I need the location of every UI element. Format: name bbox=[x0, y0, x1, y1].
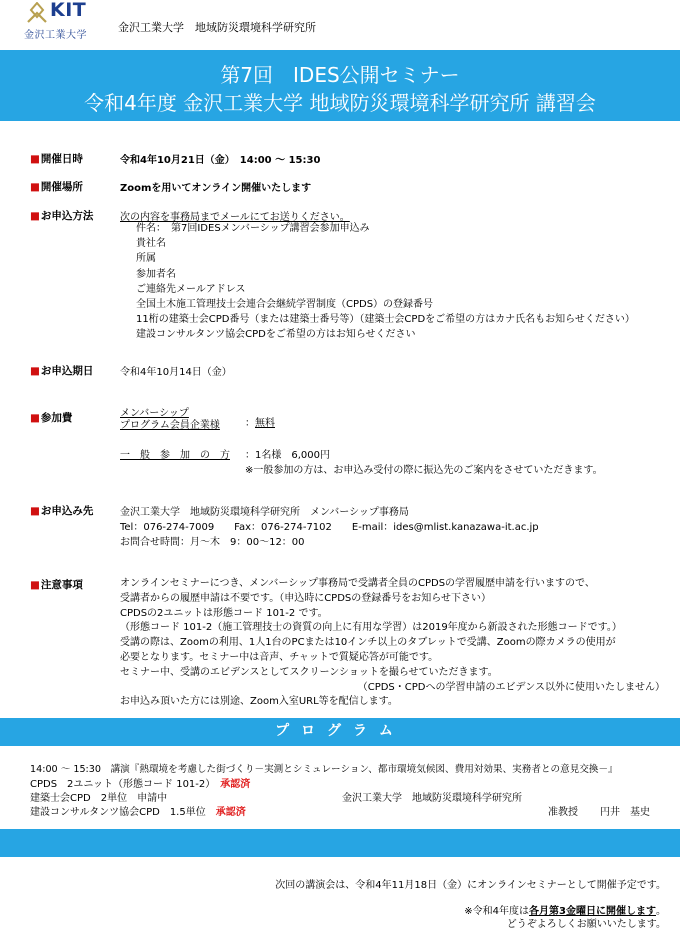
note-line: （CPDS・CPDへの学習申請のエビデンス以外に使用いたしません） bbox=[357, 681, 665, 693]
deadline-value: 令和4年10月14日（金） bbox=[120, 367, 232, 378]
speaker-title: 准教授 bbox=[548, 807, 578, 818]
note-line: お申込み頂いた方には別途、Zoom入室URL等を配信します。 bbox=[120, 696, 398, 708]
seminar-title: 第7回 IDES公開セミナー bbox=[220, 63, 460, 87]
list-item: 所属 bbox=[136, 253, 156, 265]
note-line: CPDSの2ユニットは形態コード 101-2 です。 bbox=[120, 607, 328, 619]
general-label: 一 般 参 加 の 方 bbox=[120, 450, 230, 461]
next-seminar-notice: 次回の講演会は、令和4年11月18日（金）にオンラインセミナーとして開催予定です。 bbox=[275, 880, 666, 891]
list-item: 件名： 第7回IDESメンバーシップ講習会参加申込み bbox=[136, 223, 370, 234]
member-label-line2: プログラム会員企業様 bbox=[120, 420, 220, 431]
list-item: 建設コンサルタンツ協会CPDをご希望の方はお知らせください bbox=[136, 329, 416, 341]
note-line: セミナー中、受講のエビデンスとしてスクリーンショットを撮らせていただきます。 bbox=[120, 666, 498, 678]
logo-text: KIT bbox=[50, 0, 87, 21]
member-label-line1: メンバーシップ bbox=[120, 408, 189, 419]
apply-method-intro: 次の内容を事務局までメールにてお送りください。 bbox=[120, 212, 350, 223]
apply-method-label: ■お申込方法 bbox=[30, 210, 94, 222]
lecture-title: 14:00 ～ 15:30 講演『熱環境を考慮した街づくり－実測とシミュレーション、都市環境気候図、費用対効果、実務者との意見交換－』 bbox=[30, 764, 618, 775]
list-item: 参加者名 bbox=[136, 268, 176, 280]
contact-label: ■お申込み先 bbox=[30, 505, 94, 517]
note-line: （形態コード 101-2（施工管理技士の資質の向上に有用な学習）は2019年度から新設された形態コードです。） bbox=[120, 622, 622, 634]
list-item: ご連絡先メールアドレス bbox=[136, 283, 246, 295]
venue-label: ■開催場所 bbox=[30, 181, 83, 193]
list-item: 全国土木施工管理技士会連合会継続学習制度（CPDS）の登録番号 bbox=[136, 299, 434, 311]
notes-body bbox=[120, 577, 665, 710]
cpds-credit: CPDS 2ユニット（形態コード 101-2） 承認済 bbox=[30, 779, 251, 790]
note-line: オンラインセミナーにつき、メンバーシップ事務局で受講者全員のCPDSの学習履歴申請を行いますので、 bbox=[120, 578, 595, 589]
contact-phone: Tel：076-274-7009 Fax：076-274-7102 E-mail：ides@mlist.kanazawa-it.ac.jp bbox=[120, 522, 539, 533]
arch-credit: 建築士会CPD 2単位 申請中 bbox=[30, 793, 168, 804]
date-label: ■開催日時 bbox=[30, 153, 83, 165]
venue-value: Zoomを用いてオンライン開催いたします bbox=[120, 183, 312, 194]
list-item: 11桁の建築士会CPD番号（または建築士番号等）（建築士会CPDをご希望の方はカナ氏名もお知らせください） bbox=[136, 314, 635, 326]
general-fee: ：1名様 6,000円 bbox=[245, 450, 330, 461]
note-line: 受講の際は、Zoomの利用、1人1台のPCまたは10インチ以上のタブレットで受講、Zoomの際カメラの使用が bbox=[120, 637, 616, 649]
speaker-org: 金沢工業大学 地域防災環境科学研究所 bbox=[342, 793, 522, 804]
list-item: 貴社名 bbox=[136, 238, 166, 250]
closing-text: どうぞよろしくお願いいたします。 bbox=[506, 919, 666, 930]
kit-logo bbox=[24, 2, 106, 42]
note-line: 受講者からの履歴申請は不要です。（申込時にCPDSの登録番号をお知らせ下さい） bbox=[120, 592, 491, 604]
kit-emblem-icon bbox=[24, 2, 50, 24]
program-footer-bar bbox=[0, 829, 680, 857]
fee-label: ■参加費 bbox=[30, 412, 73, 424]
fee-note: ※一般参加の方は、お申込み受付の際に振込先のご案内をさせていただきます。 bbox=[245, 465, 603, 476]
deadline-label: ■お申込期日 bbox=[30, 365, 94, 377]
seminar-subtitle: 令和4年度 金沢工業大学 地域防災環境科学研究所 講習会 bbox=[84, 91, 596, 115]
contact-name: 金沢工業大学 地域防災環境科学研究所 メンバーシップ事務局 bbox=[120, 507, 409, 518]
program-title: プログラム bbox=[275, 723, 405, 739]
contact-hours: お問合せ時間：月～木 9：00～12：00 bbox=[120, 537, 305, 548]
cpds-status-badge: 承認済 bbox=[220, 779, 251, 790]
date-value: 令和4年10月21日（金） 14:00 ～ 15:30 bbox=[120, 155, 321, 166]
logo-subtitle: 金沢工業大学 bbox=[24, 30, 87, 41]
apply-item-list bbox=[136, 221, 635, 343]
speaker-name: 円井 基史 bbox=[600, 807, 650, 818]
notes-label: ■注意事項 bbox=[30, 579, 83, 591]
organization-name: 金沢工業大学 地域防災環境科学研究所 bbox=[118, 21, 316, 34]
consult-status-badge: 承認済 bbox=[215, 807, 246, 818]
member-fee: ：無料 bbox=[245, 418, 275, 429]
consult-credit: 建設コンサルタンツ協会CPD 1.5単位 承認済 bbox=[30, 807, 246, 818]
note-line: 必要となります。セミナー中は音声、チャットで質疑応答が可能です。 bbox=[120, 651, 439, 663]
schedule-notice: ※令和4年度は各月第3金曜日に開催します。 bbox=[464, 906, 666, 917]
